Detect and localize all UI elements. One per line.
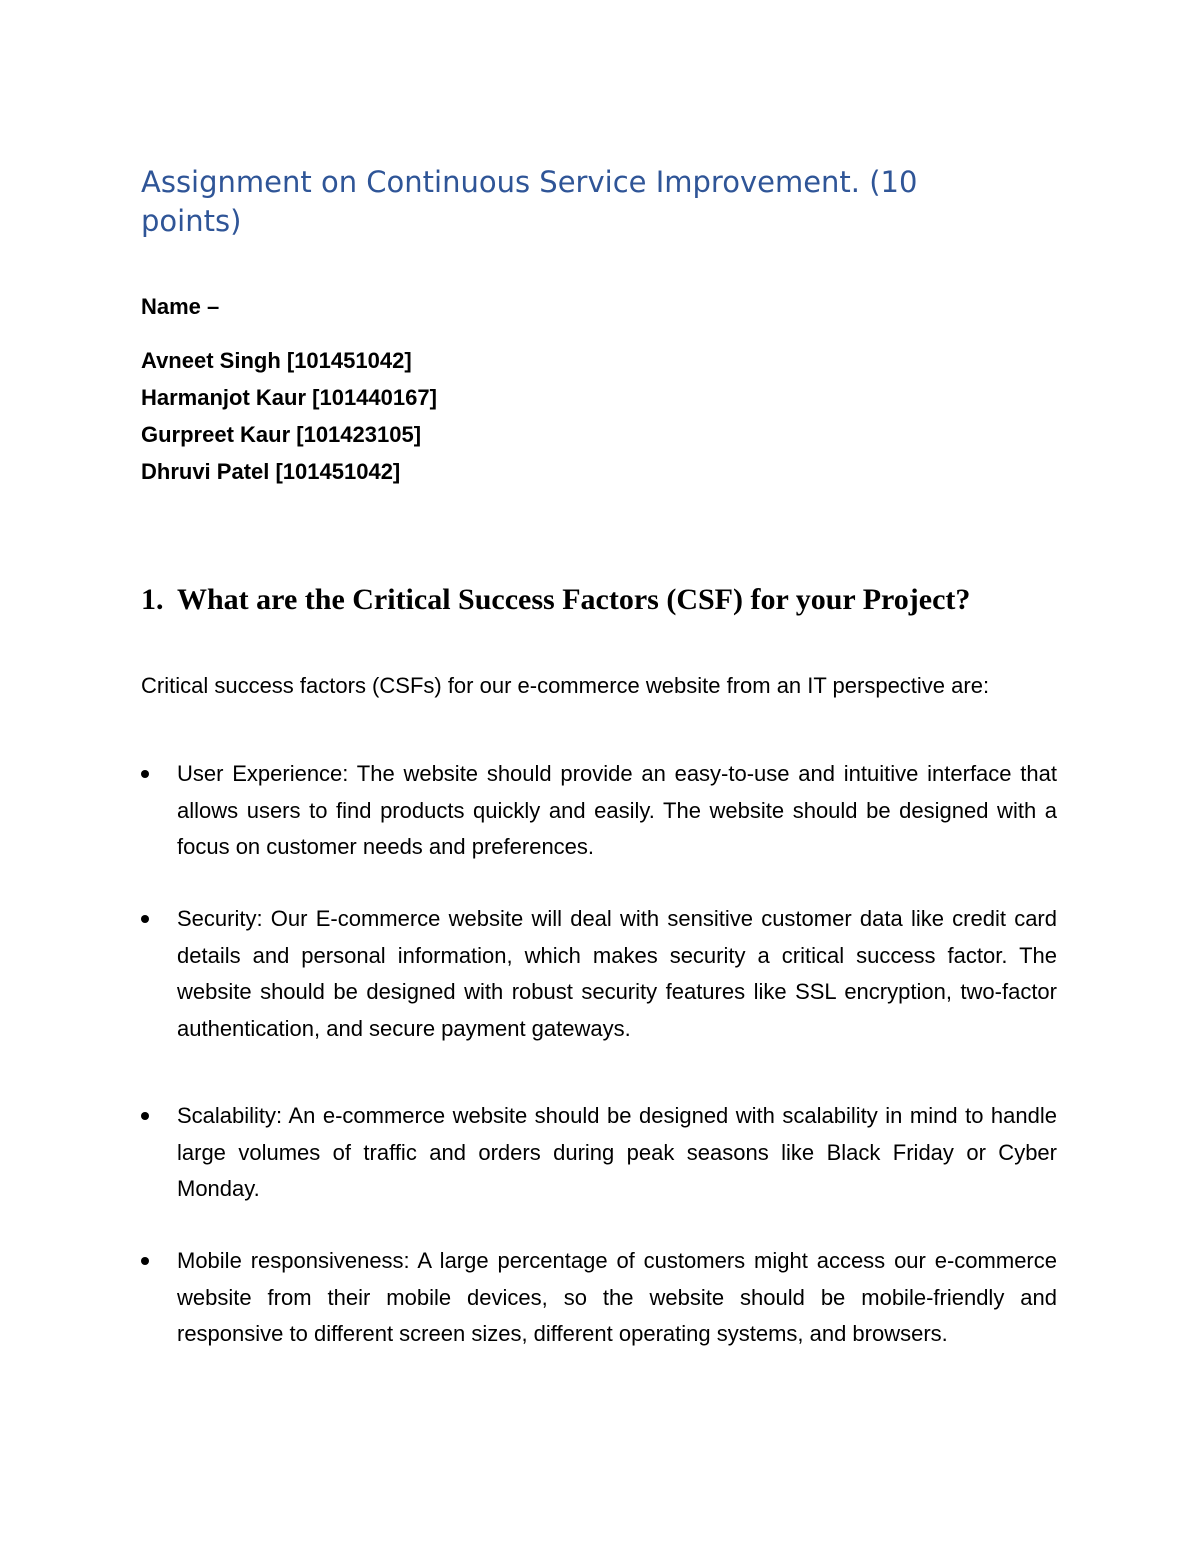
bullet-icon (141, 1112, 149, 1120)
bullet-text: Mobile responsiveness: A large percentage of customers might access our e-commerce website from their mobile devices, so the website should be mobile-friendly and responsive to different screen sizes, different operating systems, and browsers. (177, 1248, 1057, 1346)
member-item: Dhruvi Patel [101451042] (141, 459, 401, 484)
member-item: Avneet Singh [101451042] (141, 348, 412, 373)
section-number: 1. (141, 583, 164, 616)
name-label: Name – (141, 294, 220, 319)
document-title: Assignment on Continuous Service Improvement. (10 points) (141, 165, 918, 238)
bullet-icon (141, 1257, 149, 1265)
section-heading (141, 580, 1081, 620)
bullet-icon (141, 770, 149, 778)
bullet-icon (141, 915, 149, 923)
bullet-text: Security: Our E-commerce website will deal with sensitive customer data like credit card details and personal information, which makes security a critical success factor. The website should be designed with robust security features like SSL encryption, two-factor authentication, and secure payment gateways. (177, 906, 1057, 1041)
bullet-text: User Experience: The website should provide an easy-to-use and intuitive interface that allows users to find products quickly and easily. The website should be designed with a focus on customer needs and preferences. (177, 761, 1057, 859)
section-intro: Critical success factors (CSFs) for our e-commerce website from an IT perspective are: (141, 673, 990, 698)
bullet-text: Scalability: An e-commerce website should be designed with scalability in mind to handle large volumes of traffic and orders during peak seasons like Black Friday or Cyber Monday. (177, 1103, 1057, 1201)
section-heading-text: What are the Critical Success Factors (CSF) for your Project? (177, 583, 971, 616)
member-item: Harmanjot Kaur [101440167] (141, 385, 437, 410)
member-list (141, 342, 437, 490)
member-item: Gurpreet Kaur [101423105] (141, 422, 422, 447)
